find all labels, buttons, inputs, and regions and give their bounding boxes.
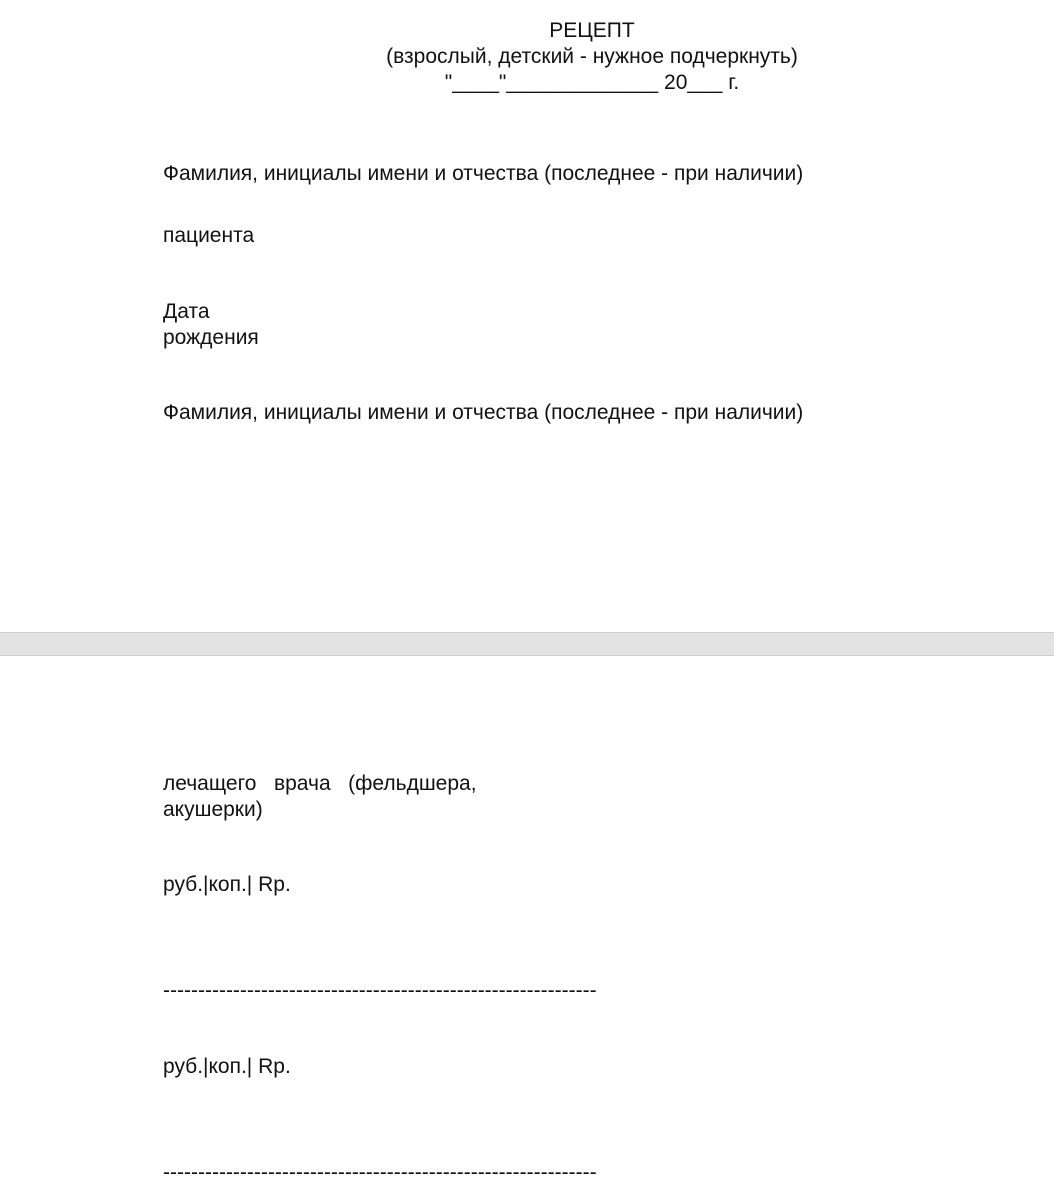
patient-name-label: Фамилия, инициалы имени и отчества (последнее - при наличии) (163, 162, 804, 185)
rx-line-2: руб.|коп.| Rp. (163, 1055, 291, 1078)
birth-date-label-line2: рождения (163, 326, 259, 349)
doctor-label-line1: лечащего врача (фельдшера, (163, 772, 477, 795)
separator-line-1: -------------------------------------------------------------- (163, 979, 597, 1002)
doctor-name-label: Фамилия, инициалы имени и отчества (последнее - при наличии) (163, 401, 804, 424)
patient-label: пациента (163, 224, 255, 247)
separator-line-2: -------------------------------------------------------------- (163, 1161, 597, 1184)
prescription-title: РЕЦЕПТ (549, 19, 635, 42)
page-separator (0, 632, 1054, 656)
birth-date-label-line1: Дата (163, 300, 210, 323)
doctor-label-line2: акушерки) (163, 798, 263, 821)
document-page-2 (0, 656, 1054, 1200)
prescription-date-line: "____"_____________ 20___ г. (444, 71, 740, 94)
rx-line-1: руб.|коп.| Rp. (163, 873, 291, 896)
prescription-type-note: (взрослый, детский - нужное подчеркнуть) (386, 45, 798, 68)
